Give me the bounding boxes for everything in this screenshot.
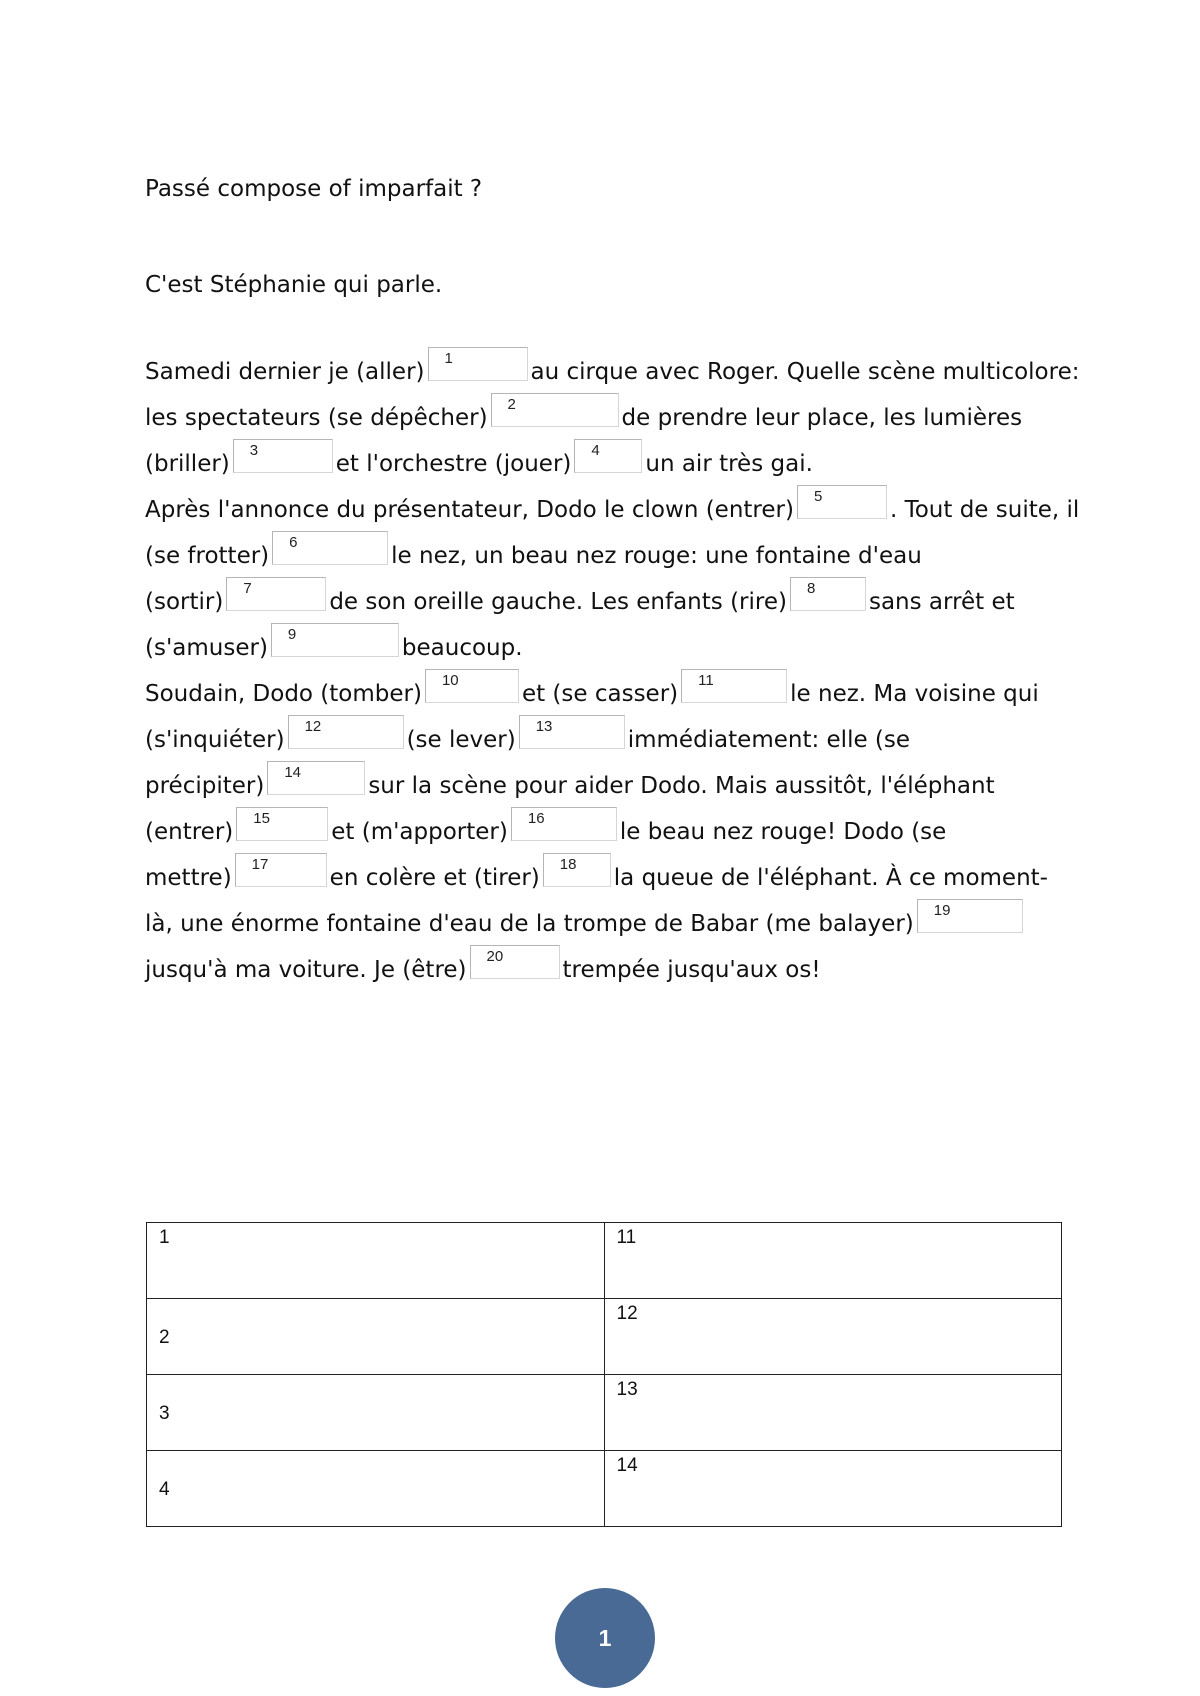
passage-line [145, 669, 1090, 715]
passage-text: (se lever) [406, 727, 516, 753]
passage-line [145, 439, 1090, 485]
passage-text: (entrer) [145, 819, 234, 845]
passage-text: et (m'apporter) [331, 819, 508, 845]
answer-blank-15[interactable] [236, 807, 328, 841]
passage-text: sans arrêt et [868, 589, 1015, 615]
answer-blank-19[interactable] [917, 899, 1023, 933]
answer-blank-14[interactable] [267, 761, 365, 795]
blank-number: 7 [243, 580, 252, 597]
answer-blank-10[interactable] [425, 669, 519, 703]
table-row [147, 1223, 1062, 1299]
passage-text: immédiatement: elle (se [627, 727, 911, 753]
passage-text: précipiter) [145, 773, 265, 799]
blank-number: 20 [486, 948, 504, 965]
passage-text: de prendre leur place, les lumières [621, 405, 1023, 431]
blank-number: 5 [813, 488, 823, 505]
passage-line [145, 761, 1090, 807]
answer-cell-number: 14 [616, 1455, 638, 1476]
answer-blank-7[interactable] [226, 577, 326, 611]
blank-number: 9 [287, 626, 297, 643]
answer-blank-6[interactable] [272, 531, 388, 565]
answer-cell-number: 13 [616, 1379, 638, 1400]
passage-line [145, 577, 1090, 623]
passage-text: là, une énorme fontaine d'eau de la trompe de Babar (me balayer) [145, 911, 914, 937]
passage-text: au cirque avec Roger. Quelle scène multicolore: [530, 359, 1080, 385]
blank-number: 13 [535, 718, 553, 735]
blank-number: 2 [507, 396, 516, 413]
exercise-passage [145, 347, 1090, 991]
passage-text: en colère et (tirer) [329, 865, 540, 891]
passage-line [145, 623, 1090, 669]
passage-text: (sortir) [145, 589, 224, 615]
passage-text: (briller) [145, 451, 230, 477]
answer-cell[interactable] [604, 1299, 1062, 1375]
answer-cell-number: 2 [159, 1327, 170, 1348]
answer-cell[interactable] [147, 1451, 605, 1527]
blank-number: 19 [933, 902, 951, 919]
blank-number: 11 [698, 672, 714, 689]
answer-cell-number: 1 [159, 1227, 170, 1248]
answer-cell-number: 4 [159, 1479, 170, 1500]
passage-line [145, 945, 1090, 991]
blank-number: 10 [441, 672, 459, 689]
passage-text: beaucoup. [401, 635, 523, 661]
passage-text: le beau nez rouge! Dodo (se [619, 819, 947, 845]
passage-text: et l'orchestre (jouer) [335, 451, 572, 477]
passage-text: et (se casser) [521, 681, 679, 707]
answer-cell[interactable] [604, 1375, 1062, 1451]
passage-line [145, 347, 1090, 393]
answer-blank-4[interactable] [574, 439, 642, 473]
passage-text: trempée jusqu'aux os! [562, 957, 821, 983]
document-title: Passé compose of imparfait ? [145, 176, 483, 202]
passage-line [145, 807, 1090, 853]
passage-text: le nez. Ma voisine qui [790, 681, 1039, 707]
passage-text: de son oreille gauche. Les enfants (rire) [329, 589, 787, 615]
table-row [147, 1451, 1062, 1527]
answer-cell[interactable] [147, 1375, 605, 1451]
page-number-badge: 1 [555, 1588, 655, 1688]
answer-blank-8[interactable] [790, 577, 866, 611]
passage-text: le nez, un beau nez rouge: une fontaine d'eau [391, 543, 922, 569]
passage-text: Soudain, Dodo (tomber) [145, 681, 422, 707]
blank-number: 14 [284, 764, 302, 781]
passage-text: (s'inquiéter) [145, 727, 285, 753]
answer-cell[interactable] [147, 1223, 605, 1299]
passage-text: les spectateurs (se dépêcher) [145, 405, 488, 431]
passage-text: . Tout de suite, il [889, 497, 1080, 523]
answer-blank-9[interactable] [271, 623, 399, 657]
blank-number: 12 [304, 718, 322, 735]
passage-line [145, 853, 1090, 899]
blank-number: 1 [444, 350, 453, 367]
blank-number: 17 [251, 856, 269, 873]
blank-number: 6 [289, 534, 298, 551]
passage-text: (s'amuser) [145, 635, 268, 661]
table-row [147, 1299, 1062, 1375]
answer-blank-1[interactable] [428, 347, 528, 381]
passage-line [145, 485, 1090, 531]
blank-number: 3 [249, 442, 259, 459]
answer-blank-3[interactable] [233, 439, 333, 473]
answer-cell-number: 11 [616, 1227, 637, 1248]
passage-text: un air très gai. [645, 451, 813, 477]
passage-line [145, 531, 1090, 577]
passage-line [145, 899, 1090, 945]
passage-text: (se frotter) [145, 543, 270, 569]
passage-text: Après l'annonce du présentateur, Dodo le clown (entrer) [145, 497, 794, 523]
answer-blank-16[interactable] [511, 807, 617, 841]
passage-text: Samedi dernier je (aller) [145, 359, 425, 385]
blank-number: 16 [527, 810, 545, 827]
answer-cell-number: 3 [159, 1403, 170, 1424]
blank-number: 15 [253, 810, 270, 827]
answer-blank-20[interactable] [470, 945, 560, 979]
answer-blank-2[interactable] [491, 393, 619, 427]
blank-number: 18 [559, 856, 577, 873]
intro-text: C'est Stéphanie qui parle. [145, 272, 443, 298]
answer-blank-12[interactable] [288, 715, 404, 749]
passage-line [145, 393, 1090, 439]
answer-cell[interactable] [147, 1299, 605, 1375]
passage-text: mettre) [145, 865, 232, 891]
answer-blank-17[interactable] [235, 853, 327, 887]
passage-text: la queue de l'éléphant. À ce moment- [613, 865, 1048, 891]
answer-cell[interactable] [604, 1223, 1062, 1299]
answer-table [146, 1222, 1062, 1527]
answer-cell[interactable] [604, 1451, 1062, 1527]
blank-number: 8 [806, 580, 816, 597]
passage-text: jusqu'à ma voiture. Je (être) [145, 957, 467, 983]
passage-line [145, 715, 1090, 761]
answer-cell-number: 12 [616, 1303, 638, 1324]
answer-blank-18[interactable] [543, 853, 611, 887]
passage-text: sur la scène pour aider Dodo. Mais aussitôt, l'éléphant [368, 773, 995, 799]
answer-blank-11[interactable] [681, 669, 787, 703]
table-row [147, 1375, 1062, 1451]
answer-blank-13[interactable] [519, 715, 625, 749]
blank-number: 4 [591, 442, 600, 459]
answer-blank-5[interactable] [797, 485, 887, 519]
